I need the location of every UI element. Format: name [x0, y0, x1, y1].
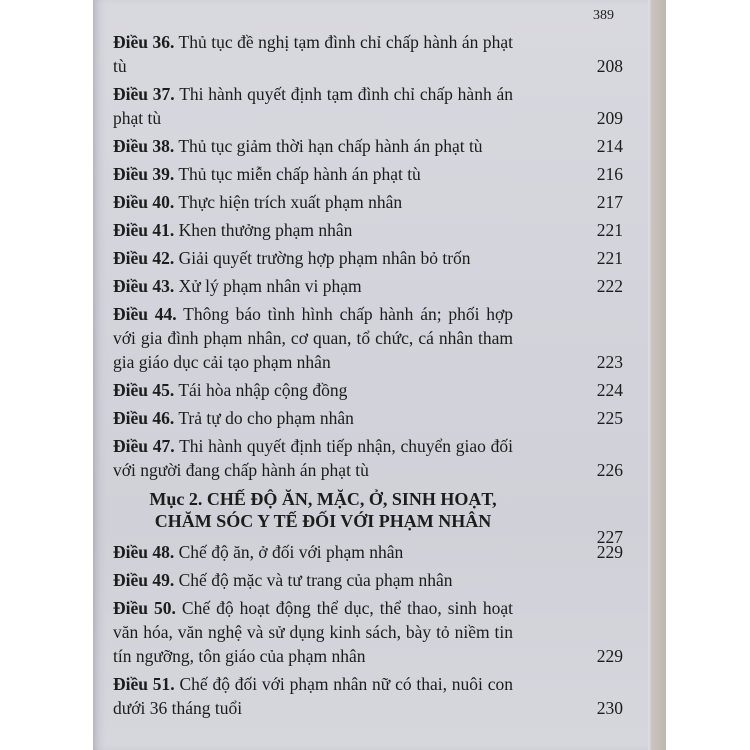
toc-entry-page: 230 — [596, 698, 623, 718]
toc-entry — [113, 540, 633, 564]
section-heading-line2: CHĂM SÓC Y TẾ ĐỐI VỚI PHẠM NHÂN — [154, 511, 492, 531]
toc-entry-title: Trả tự do cho phạm nhân — [178, 408, 354, 428]
toc-entry — [113, 274, 633, 298]
toc-entry-text — [113, 434, 513, 482]
toc-entry-label: Điều 51. — [113, 674, 175, 694]
toc-entry — [113, 406, 633, 430]
toc-entry — [113, 162, 633, 186]
toc-entry — [113, 30, 633, 78]
toc-entry-text — [113, 190, 513, 214]
toc-entry-title: Giải quyết trường hợp phạm nhân bỏ trốn — [178, 248, 471, 268]
toc-entry-text — [113, 218, 513, 242]
toc-entry-label: Điều 48. — [113, 542, 175, 562]
toc-entry-text — [113, 540, 513, 564]
toc-entry-text — [113, 596, 513, 668]
toc-entry-label: Điều 37. — [113, 84, 175, 104]
toc-entry-page: 229 — [596, 542, 623, 562]
toc-entry-title: Thi hành quyết định tiếp nhận, chuyển giao đối với người đang chấp hành án phạt tù — [113, 436, 513, 480]
toc-entry-page: 222 — [596, 276, 623, 296]
book-page — [93, 0, 648, 750]
toc-entry-title: Chế độ đối với phạm nhân nữ có thai, nuôi con dưới 36 tháng tuổi — [113, 674, 513, 718]
toc-entry-text — [113, 82, 513, 130]
toc-entry-text — [113, 378, 513, 402]
toc-entry — [113, 218, 633, 242]
toc-entry-label: Điều 39. — [113, 164, 175, 184]
toc-entry — [113, 434, 633, 482]
toc-entry-label: Điều 46. — [113, 408, 175, 428]
toc-entry-page: 208 — [596, 56, 623, 76]
toc-entry-page: 229 — [596, 646, 623, 666]
toc-entry-page: 216 — [596, 164, 623, 184]
toc-entry-page: 209 — [596, 108, 623, 128]
toc-entry — [113, 596, 633, 668]
toc-entry-page: 224 — [596, 380, 623, 400]
toc-entry — [113, 246, 633, 270]
toc-entry-page: 226 — [596, 460, 623, 480]
section-page-number: 227 — [596, 527, 623, 547]
toc-entry-label: Điều 50. — [113, 598, 176, 618]
toc-entry-page: 221 — [596, 248, 623, 268]
toc-entry-text — [113, 274, 513, 298]
toc-entry-title: Khen thưởng phạm nhân — [178, 220, 353, 240]
toc-entry-text — [113, 672, 513, 720]
toc-entry-title: Thủ tục miễn chấp hành án phạt tù — [178, 164, 421, 184]
toc-entry-title: Thực hiện trích xuất phạm nhân — [178, 192, 403, 212]
toc-entry-title: Chế độ ăn, ở đối với phạm nhân — [178, 542, 404, 562]
toc-entry-page: 221 — [596, 220, 623, 240]
toc-entry-label: Điều 36. — [113, 32, 175, 52]
toc-entry-label: Điều 42. — [113, 248, 175, 268]
toc-entry-title: Thông báo tình hình chấp hành án; phối hợp với gia đình phạm nhân, cơ quan, tổ chức, cá nhân tham gia giáo dục cải tạo phạm nhân — [113, 304, 514, 372]
toc-entry-text — [113, 134, 513, 158]
toc-entry-label: Điều 45. — [113, 380, 175, 400]
section-heading — [113, 488, 623, 547]
toc-entry — [113, 134, 633, 158]
toc-entry-text — [113, 568, 513, 592]
toc-entry-text — [113, 406, 513, 430]
toc-entry-text — [113, 162, 513, 186]
toc-entry — [113, 568, 633, 592]
toc-entry-title: Chế độ hoạt động thể dục, thể thao, sinh hoạt văn hóa, văn nghệ và sử dụng kinh sách, bày tỏ niềm tin tín ngưỡng, tôn giáo của phạm nhân — [113, 598, 514, 666]
toc-entry-page: 223 — [596, 352, 623, 372]
toc-entry-title: Thủ tục đề nghị tạm đình chỉ chấp hành án phạt tù — [113, 32, 513, 76]
toc-entry — [113, 82, 633, 130]
toc-entry-label: Điều 41. — [113, 220, 175, 240]
toc-entry-title: Tái hòa nhập cộng đồng — [178, 380, 348, 400]
toc-entry-label: Điều 40. — [113, 192, 175, 212]
toc-entry-label: Điều 49. — [113, 570, 175, 590]
toc-entry-title: Xử lý phạm nhân vi phạm — [178, 276, 362, 296]
toc-entry-text — [113, 30, 513, 78]
toc-entry-page: 217 — [596, 192, 623, 212]
table-of-contents — [113, 30, 633, 724]
toc-entry-label: Điều 44. — [113, 304, 177, 324]
toc-entry — [113, 302, 633, 374]
page-number: 389 — [593, 8, 614, 23]
toc-entry-text — [113, 246, 513, 270]
toc-entry-label: Điều 38. — [113, 136, 175, 156]
toc-entry-label: Điều 43. — [113, 276, 175, 296]
toc-entry-page: 225 — [596, 408, 623, 428]
toc-entry-title: Thủ tục giảm thời hạn chấp hành án phạt tù — [178, 136, 483, 156]
toc-entry-label: Điều 47. — [113, 436, 175, 456]
toc-entry-title: Thi hành quyết định tạm đình chỉ chấp hành án phạt tù — [113, 84, 514, 128]
toc-entry — [113, 378, 633, 402]
toc-entry-page: 214 — [596, 136, 623, 156]
toc-entry — [113, 672, 633, 720]
toc-entry-text — [113, 302, 513, 374]
toc-entry — [113, 190, 633, 214]
toc-entry-title: Chế độ mặc và tư trang của phạm nhân — [178, 570, 453, 590]
section-heading-line1: Mục 2. CHẾ ĐỘ ĂN, MẶC, Ở, SINH HOẠT, — [149, 489, 497, 509]
